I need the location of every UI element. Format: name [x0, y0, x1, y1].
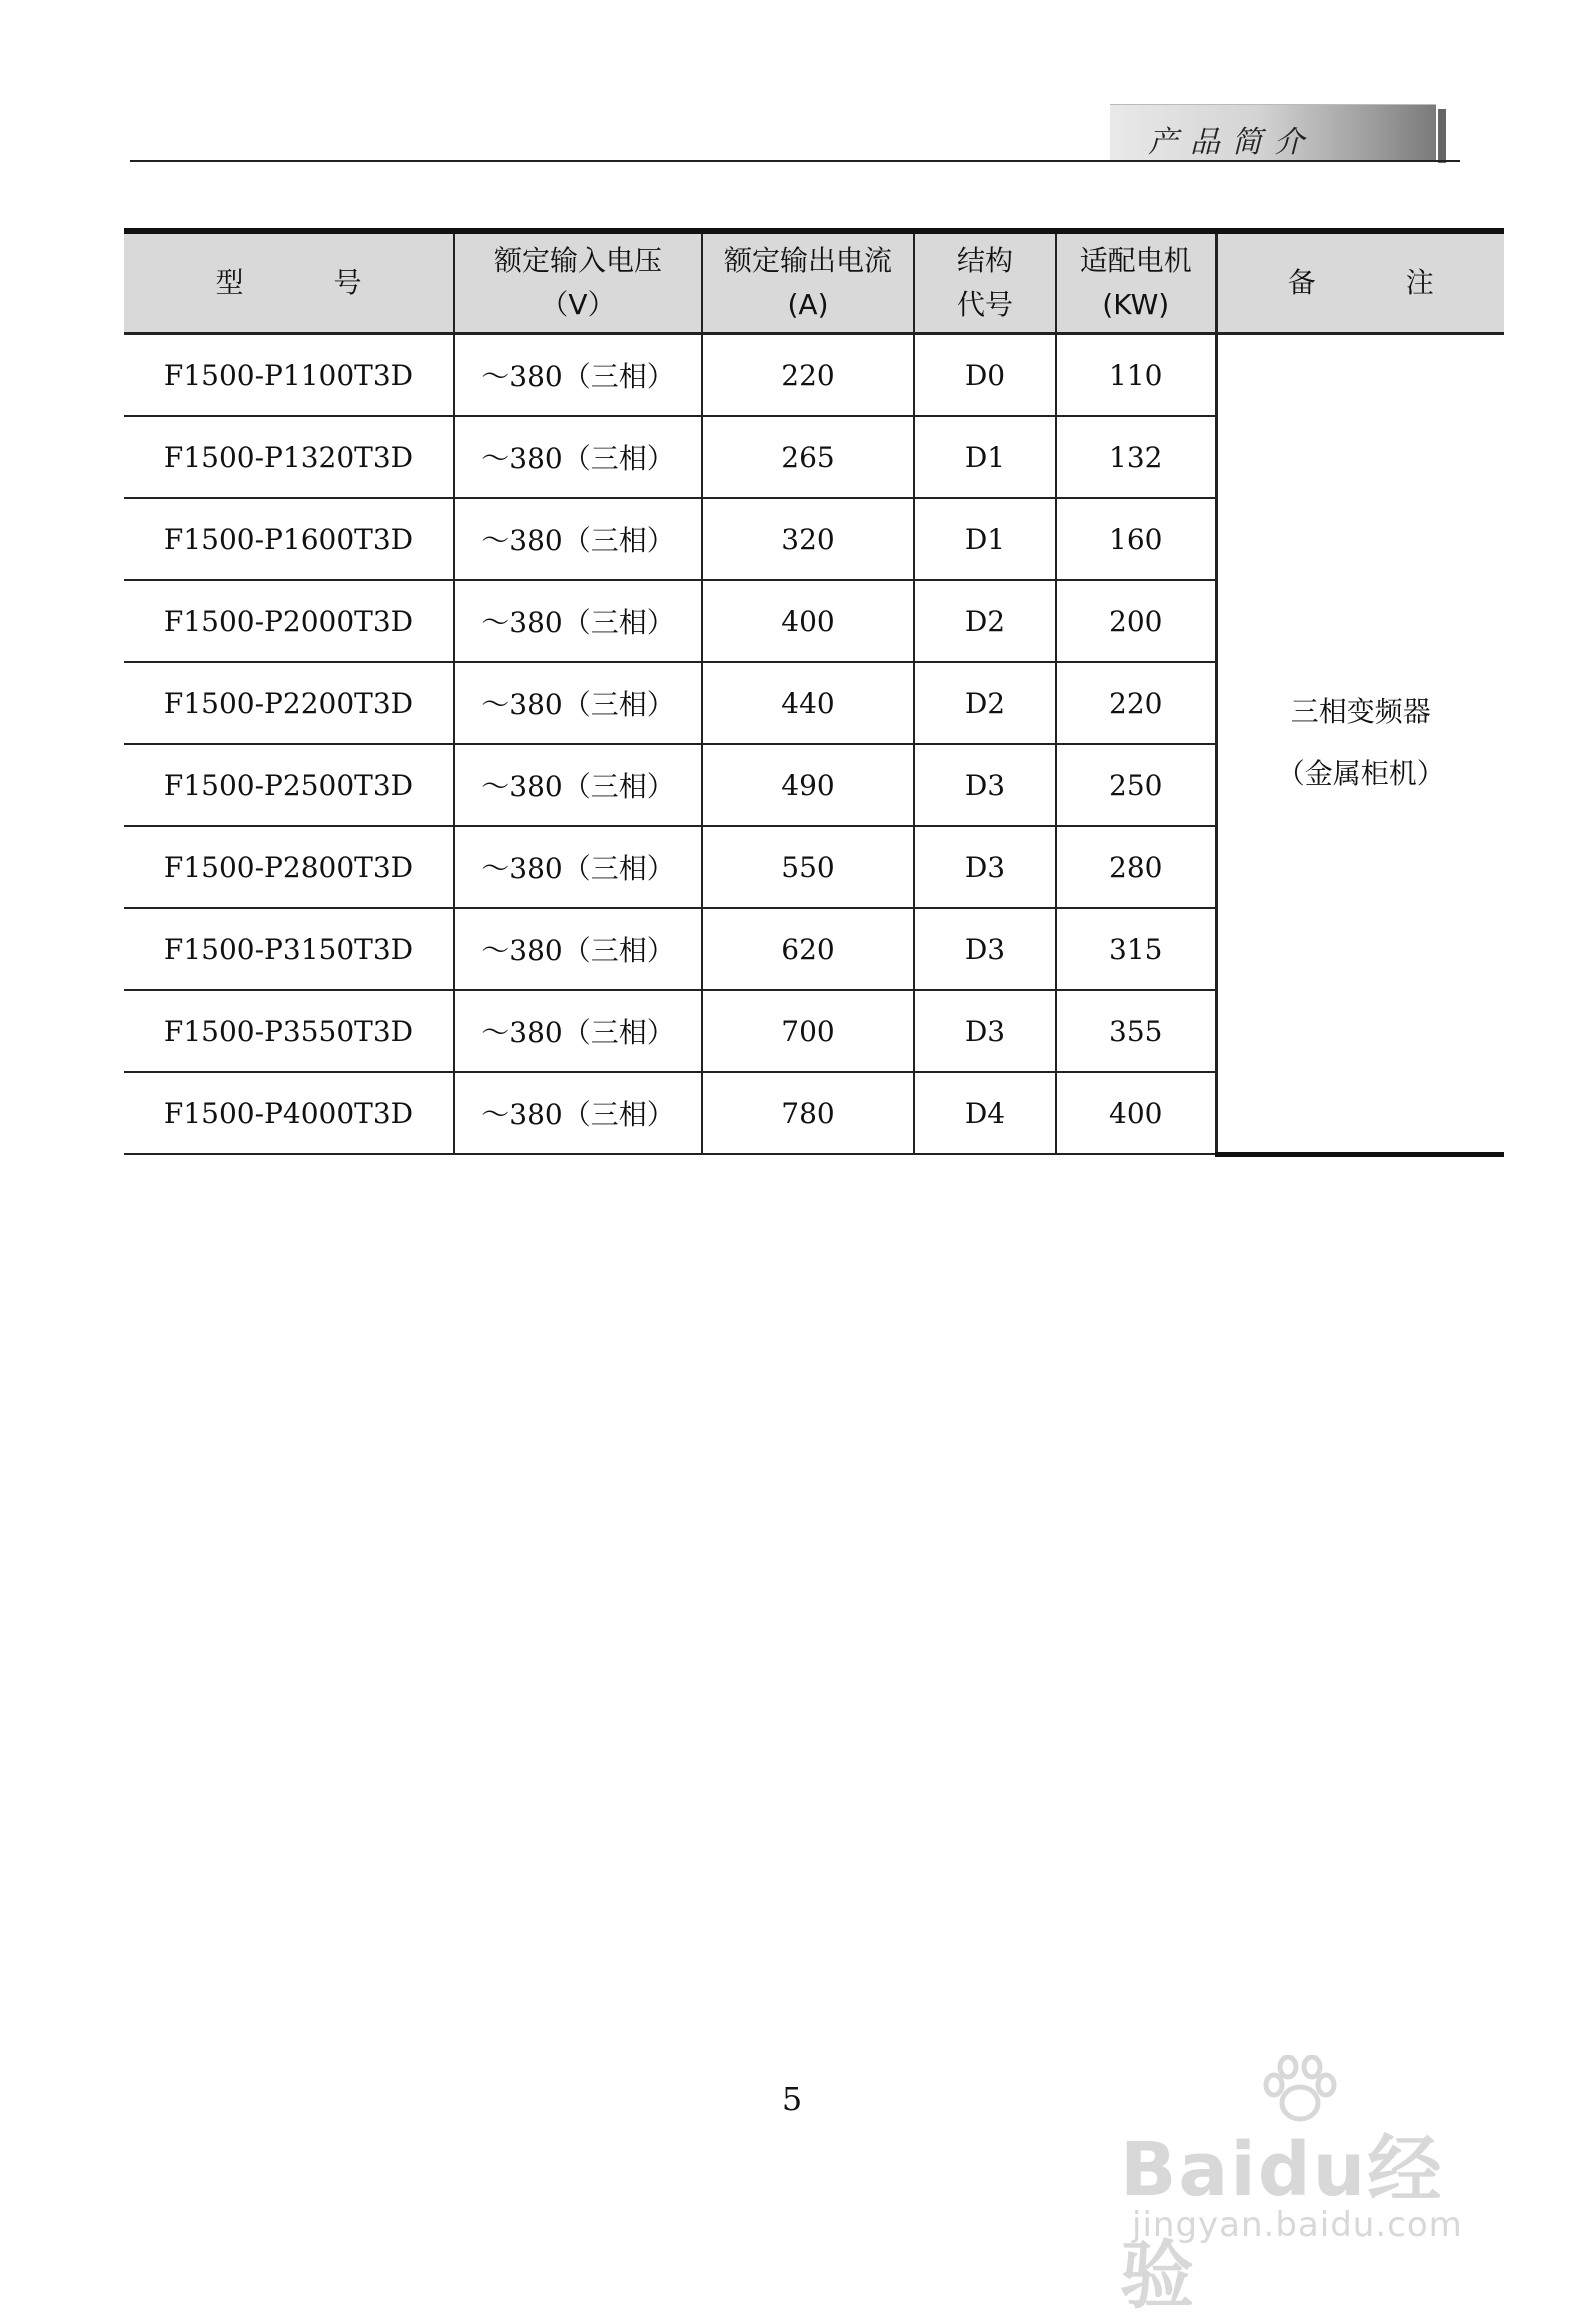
cell-input-voltage: ～380（三相）: [454, 744, 702, 826]
cell-input-voltage: ～380（三相）: [454, 1072, 702, 1154]
watermark-site: jingyan.baidu.com: [1132, 2205, 1463, 2245]
table-row: [124, 334, 1504, 417]
baidu-watermark: [1120, 2055, 1500, 2319]
cell-structure-code: D1: [914, 416, 1056, 498]
remark-line-2: （金属柜机）: [1276, 757, 1445, 791]
cell-model: F1500-P3150T3D: [124, 908, 454, 990]
cell-input-voltage: ～380（三相）: [454, 826, 702, 908]
cell-structure-code: D3: [914, 826, 1056, 908]
section-tab-shadow: [1438, 109, 1446, 163]
header-rule: [130, 160, 1460, 162]
cell-output-current: 220: [702, 334, 914, 417]
watermark-brand: Baidu经验: [1120, 2127, 1444, 2319]
cell-input-voltage: ～380（三相）: [454, 334, 702, 417]
cell-structure-code: D2: [914, 580, 1056, 662]
cell-model: F1500-P4000T3D: [124, 1072, 454, 1154]
cell-output-current: 440: [702, 662, 914, 744]
cell-model: F1500-P2200T3D: [124, 662, 454, 744]
cell-motor-power: 400: [1056, 1072, 1216, 1154]
cell-structure-code: D3: [914, 744, 1056, 826]
cell-motor-power: 132: [1056, 416, 1216, 498]
cell-motor-power: 315: [1056, 908, 1216, 990]
cell-structure-code: D0: [914, 334, 1056, 417]
cell-model: F1500-P2800T3D: [124, 826, 454, 908]
cell-input-voltage: ～380（三相）: [454, 416, 702, 498]
column-header-output-current: 额定输出电流 (A): [702, 231, 914, 334]
cell-structure-code: D3: [914, 908, 1056, 990]
page-number: 5: [781, 2080, 803, 2118]
cell-model: F1500-P1100T3D: [124, 334, 454, 417]
cell-model: F1500-P1320T3D: [124, 416, 454, 498]
cell-motor-power: 280: [1056, 826, 1216, 908]
cell-model: F1500-P1600T3D: [124, 498, 454, 580]
cell-input-voltage: ～380（三相）: [454, 990, 702, 1072]
spec-table: [124, 228, 1504, 1157]
cell-motor-power: 355: [1056, 990, 1216, 1072]
cell-input-voltage: ～380（三相）: [454, 498, 702, 580]
spec-table-header: [124, 231, 1504, 334]
cell-output-current: 265: [702, 416, 914, 498]
section-title: 产品简介: [1148, 125, 1316, 160]
column-header-input-voltage: 额定输入电压 （V）: [454, 231, 702, 334]
column-header-model: 型 号: [124, 231, 454, 334]
cell-output-current: 550: [702, 826, 914, 908]
cell-structure-code: D3: [914, 990, 1056, 1072]
cell-model: F1500-P3550T3D: [124, 990, 454, 1072]
column-header-remarks: 备 注: [1216, 231, 1504, 334]
cell-motor-power: 160: [1056, 498, 1216, 580]
cell-output-current: 400: [702, 580, 914, 662]
cell-motor-power: 220: [1056, 662, 1216, 744]
column-header-structure-code: 结构 代号: [914, 231, 1056, 334]
remark-line-1: 三相变频器: [1290, 695, 1431, 729]
cell-output-current: 780: [702, 1072, 914, 1154]
cell-motor-power: 250: [1056, 744, 1216, 826]
cell-input-voltage: ～380（三相）: [454, 580, 702, 662]
cell-structure-code: D2: [914, 662, 1056, 744]
cell-output-current: 490: [702, 744, 914, 826]
cell-output-current: 320: [702, 498, 914, 580]
cell-model: F1500-P2500T3D: [124, 744, 454, 826]
cell-motor-power: 200: [1056, 580, 1216, 662]
cell-remarks: [1216, 334, 1504, 1155]
cell-output-current: 700: [702, 990, 914, 1072]
cell-input-voltage: ～380（三相）: [454, 662, 702, 744]
cell-input-voltage: ～380（三相）: [454, 908, 702, 990]
cell-motor-power: 110: [1056, 334, 1216, 417]
section-title-tab: [1110, 104, 1436, 161]
cell-structure-code: D4: [914, 1072, 1056, 1154]
column-header-motor-power: 适配电机 (KW): [1056, 231, 1216, 334]
spec-table-body: [124, 334, 1504, 1155]
cell-model: F1500-P2000T3D: [124, 580, 454, 662]
cell-structure-code: D1: [914, 498, 1056, 580]
cell-output-current: 620: [702, 908, 914, 990]
